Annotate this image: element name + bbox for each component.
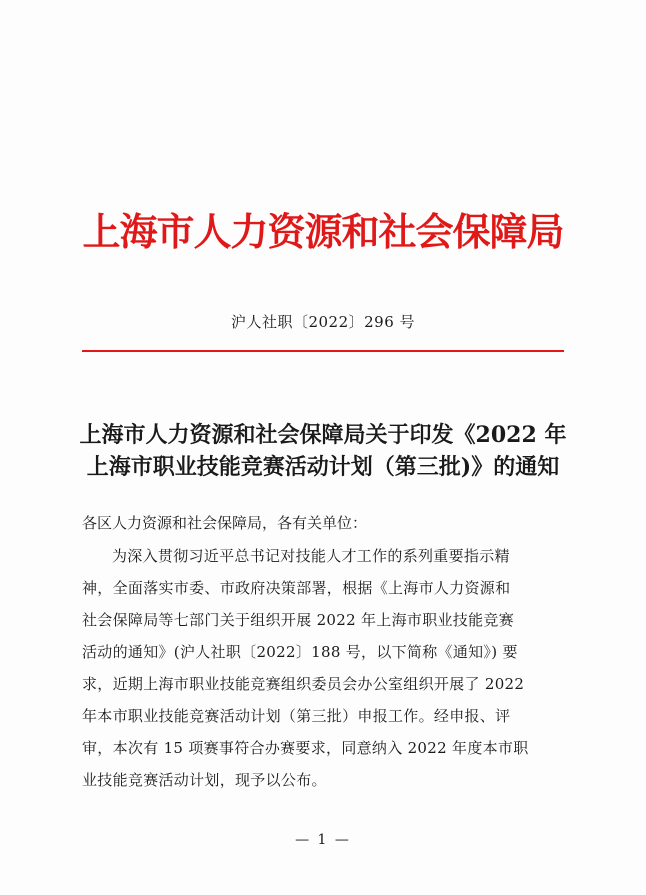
document-number: 沪人社职〔2022〕296 号 <box>230 313 416 331</box>
body-paragraph <box>82 545 566 801</box>
body-line: 社会保障局等七部门关于组织开展 2022 年上海市职业技能竞赛 <box>82 611 515 629</box>
title-line-1: 上海市人力资源和社会保障局关于印发《2022 年 <box>79 422 567 448</box>
body-line: 年本市职业技能竞赛活动计划（第三批）申报工作。经申报、评 <box>82 707 511 725</box>
red-divider-line <box>82 350 564 352</box>
title-line-2: 上海市职业技能竞赛活动计划（第三批)》的通知 <box>86 454 560 480</box>
document-title <box>0 419 646 483</box>
issuer-heading: 上海市人力资源和社会保障局 <box>82 209 564 254</box>
body-line: 活动的通知》(沪人社职〔2022〕188 号，以下简称《通知》) 要 <box>82 643 518 661</box>
body-line: 为深入贯彻习近平总书记对技能人才工作的系列重要指示精 <box>112 547 510 565</box>
body-line: 求，近期上海市职业技能竞赛组织委员会办公室组织开展了 2022 <box>82 675 525 693</box>
body-line: 神，全面落实市委、市政府决策部署，根据《上海市人力资源和 <box>82 579 511 597</box>
page-number: — 1 — <box>295 832 351 848</box>
salutation: 各区人力资源和社会保障局，各有关单位： <box>82 514 368 532</box>
body-line: 业技能竞赛活动计划，现予以公布。 <box>82 771 327 789</box>
body-line: 审，本次有 15 项赛事符合办赛要求，同意纳入 2022 年度本市职 <box>82 739 529 757</box>
